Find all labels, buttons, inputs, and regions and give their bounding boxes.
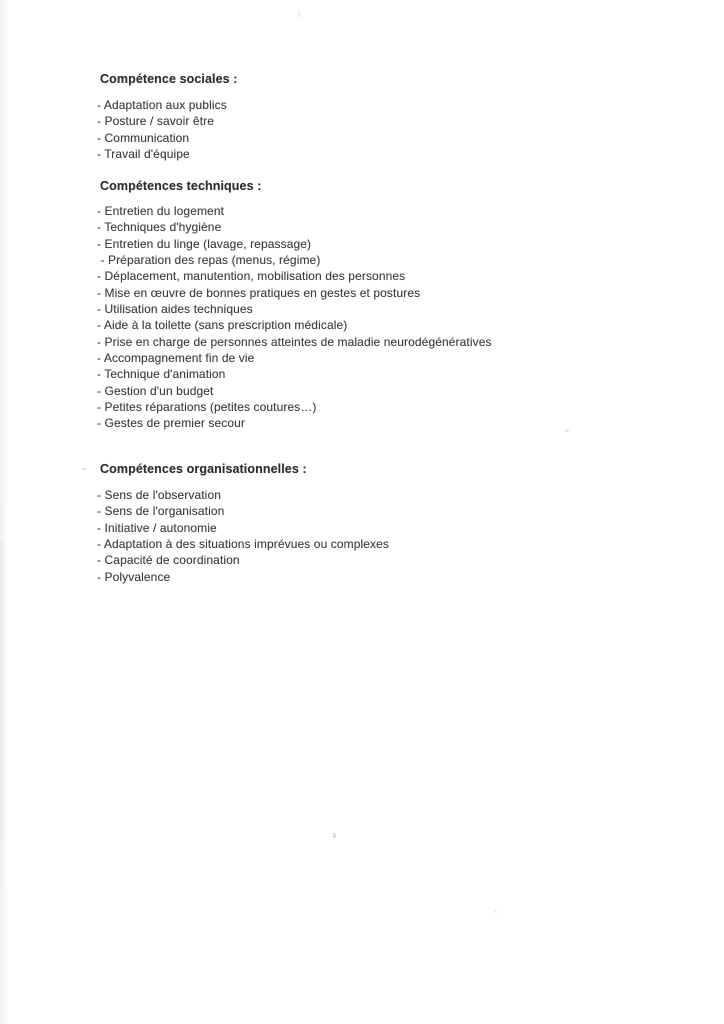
list-item: - Initiative / autonomie xyxy=(97,520,217,535)
section-heading-competences-techniques: Compétences techniques : xyxy=(100,179,262,193)
list-item: - Adaptation aux publics xyxy=(97,98,227,112)
list-item: - Petites réparations (petites coutures…) xyxy=(97,400,317,415)
list-item: - Technique d'animation xyxy=(97,367,226,382)
scan-artifact-speck xyxy=(494,910,497,913)
list-item: - Communication xyxy=(97,130,190,145)
list-item: - Posture / savoir être xyxy=(97,114,215,129)
list-item: - Entretien du logement xyxy=(97,204,225,218)
list-item: - Gestion d'un budget xyxy=(97,383,214,398)
list-item: - Accompagnement fin de vie xyxy=(97,351,255,366)
section-heading-competences-organisationnelles: Compétences organisationnelles : xyxy=(100,462,307,476)
list-item: - Gestes de premier secour xyxy=(97,416,245,431)
list-item: - Capacité de coordination xyxy=(97,553,240,568)
scan-artifact-speck xyxy=(565,429,569,432)
list-item: - Adaptation à des situations imprévues ou complexes xyxy=(97,537,390,552)
list-item: - Techniques d'hygiène xyxy=(97,220,222,235)
scan-artifact-speck xyxy=(333,833,336,838)
list-item: - Entretien du linge (lavage, repassage) xyxy=(97,236,312,251)
list-item: - Utilisation aides techniques xyxy=(97,302,253,317)
scan-edge-shadow xyxy=(0,0,9,1024)
list-item: - Mise en œuvre de bonnes pratiques en gestes et postures xyxy=(97,285,421,300)
list-item: - Sens de l'observation xyxy=(97,488,221,502)
competences-organisationnelles-list xyxy=(97,487,389,585)
competences-sociales-list xyxy=(97,97,227,162)
section-heading-competences-sociales: Compétence sociales : xyxy=(100,72,238,86)
list-item: - Sens de l'organisation xyxy=(97,504,225,519)
list-item: - Aide à la toilette (sans prescription médicale) xyxy=(97,318,348,333)
scan-artifact-smudge xyxy=(297,11,301,17)
list-item: - Travail d'équipe xyxy=(97,147,190,162)
list-item: - Préparation des repas (menus, régime) xyxy=(97,253,321,268)
competences-techniques-list xyxy=(97,203,492,432)
list-item: - Prise en charge de personnes atteintes de maladie neurodégénératives xyxy=(97,334,492,349)
list-item: - Déplacement, manutention, mobilisation des personnes xyxy=(97,269,406,284)
list-item: - Polyvalence xyxy=(97,569,171,584)
scan-artifact-dash xyxy=(82,468,87,470)
